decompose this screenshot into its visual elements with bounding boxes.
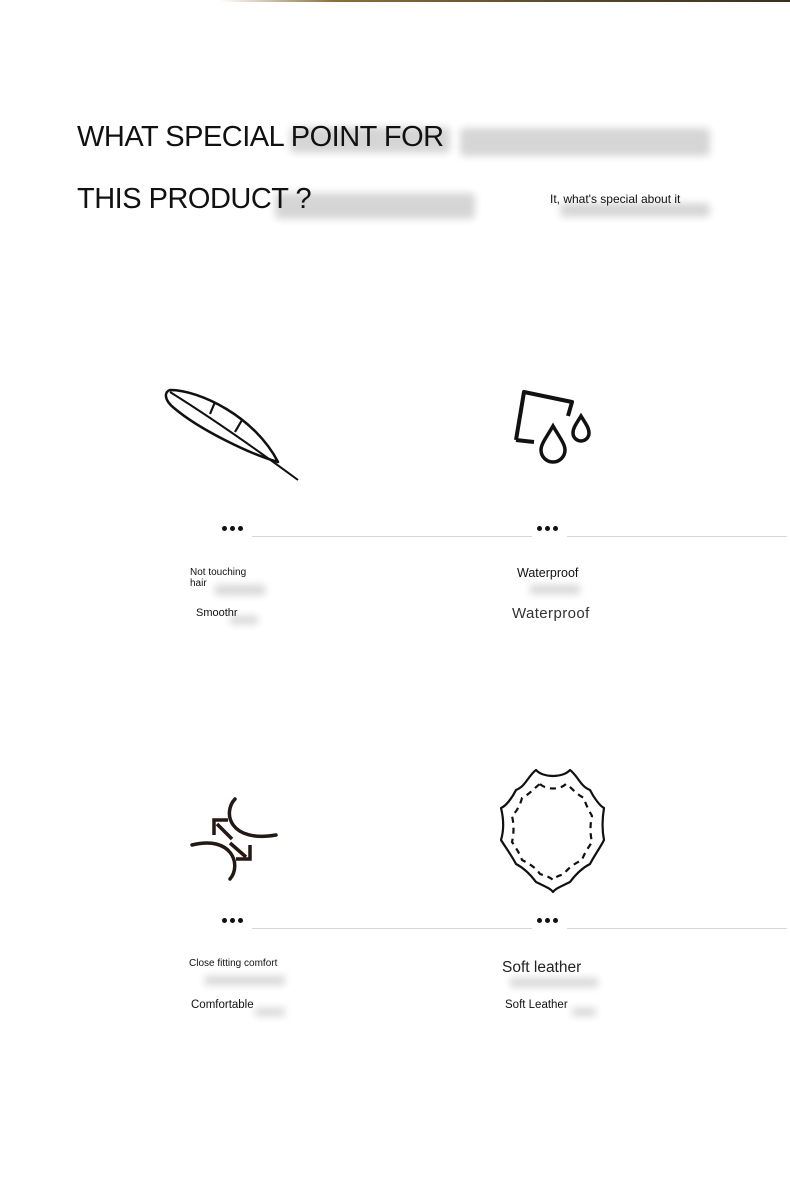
divider-line <box>567 536 787 537</box>
feature-sublabel: Comfortable <box>191 999 254 1011</box>
divider-line <box>567 928 787 929</box>
page-title-line-2: THIS PRODUCT ? <box>77 183 312 215</box>
bullet-dots <box>537 526 558 531</box>
feather-icon <box>160 382 305 487</box>
ghost-text-2 <box>460 128 710 156</box>
ghost-sublabel <box>255 1008 285 1016</box>
bullet-dots <box>222 526 243 531</box>
ghost-sublabel <box>572 1008 596 1016</box>
feature-sublabel: Soft Leather <box>505 999 568 1011</box>
page-subtitle: It, what's special about it <box>550 192 681 206</box>
feature-sublabel: Smoothr <box>196 607 238 619</box>
water-drops-icon <box>510 388 596 464</box>
feature-sublabel: Waterproof <box>512 605 590 622</box>
ghost-label <box>510 978 598 987</box>
top-decorative-bar <box>220 0 790 2</box>
divider-line <box>252 928 532 929</box>
page-title-line-1: WHAT SPECIAL POINT FOR <box>77 121 444 153</box>
ghost-label <box>205 976 285 985</box>
feature-label: Soft leather <box>502 959 582 976</box>
bullet-dots <box>537 918 558 923</box>
ghost-label <box>530 585 580 594</box>
feature-label: Close fitting comfort <box>189 958 278 969</box>
bullet-dots <box>222 918 243 923</box>
feature-label: Not touching hair <box>190 567 247 589</box>
compress-arrows-icon <box>190 795 280 885</box>
divider-line <box>252 536 532 537</box>
feature-label: Waterproof <box>517 566 579 580</box>
leather-hide-icon <box>498 766 608 894</box>
